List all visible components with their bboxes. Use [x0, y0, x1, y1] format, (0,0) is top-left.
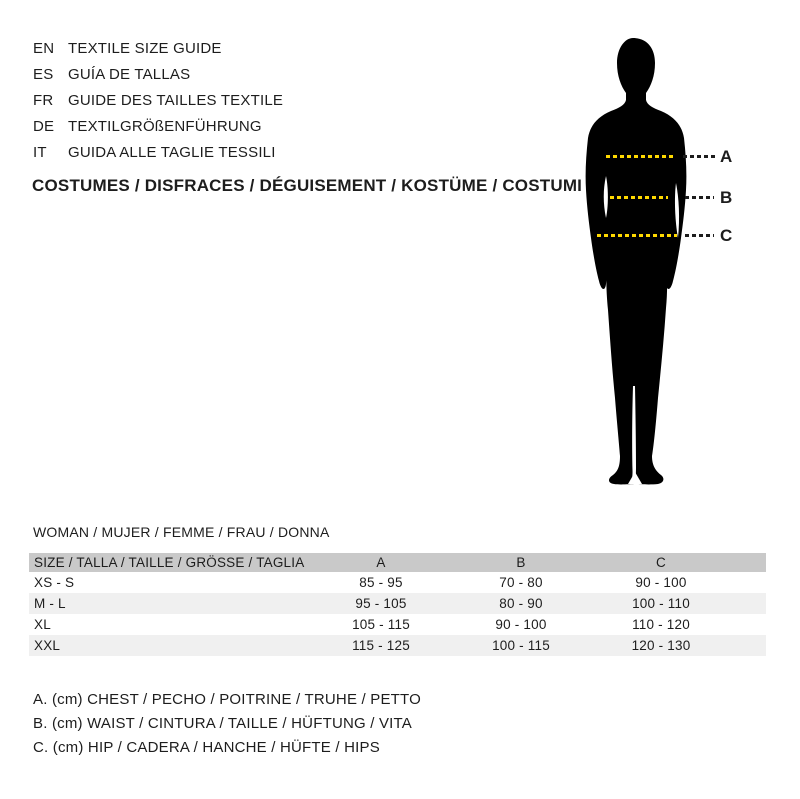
chest-measure-line-black	[683, 155, 715, 158]
waist-measure-line-yellow	[610, 196, 668, 199]
category-heading: COSTUMES / DISFRACES / DÉGUISEMENT / KOSTÜME / COSTUMI	[32, 176, 583, 195]
table-row-m-l	[29, 593, 766, 614]
chest-range-cell: 115 - 125	[352, 638, 410, 653]
spacer-cell	[731, 614, 766, 635]
language-title: GUIDE DES TAILLES TEXTILE	[68, 92, 284, 109]
size-table-header-size: SIZE / TALLA / TAILLE / GRÖSSE / TAGLIA	[34, 555, 305, 570]
table-row-xl	[29, 614, 766, 635]
spacer-cell	[731, 572, 766, 593]
spacer-cell	[731, 635, 766, 656]
chest-measure-line-yellow	[606, 155, 674, 158]
language-code: EN	[33, 40, 55, 57]
hip-measure-line-black	[685, 234, 714, 237]
language-code: FR	[33, 92, 54, 109]
size-table-header-c: C	[656, 555, 666, 570]
legend-line-waist: B. (cm) WAIST / CINTURA / TAILLE / HÜFTUNG / VITA	[33, 715, 412, 732]
language-code: DE	[33, 118, 55, 135]
language-title: TEXTILE SIZE GUIDE	[68, 40, 222, 57]
measure-label-a: A	[720, 147, 733, 166]
measure-label-b: B	[720, 188, 733, 207]
legend-line-chest: A. (cm) CHEST / PECHO / POITRINE / TRUHE / PETTO	[33, 691, 421, 708]
measure-label-c: C	[720, 226, 733, 245]
size-cell: XXL	[34, 638, 61, 653]
legend-line-hip: C. (cm) HIP / CADERA / HANCHE / HÜFTE / HIPS	[33, 739, 380, 756]
hip-range-cell: 120 - 130	[631, 638, 691, 653]
size-table-header-spacer	[731, 553, 766, 572]
size-cell: M - L	[34, 596, 66, 611]
spacer-cell	[731, 593, 766, 614]
chest-range-cell: 95 - 105	[355, 596, 407, 611]
waist-range-cell: 100 - 115	[492, 638, 550, 653]
hip-measure-line-yellow	[597, 234, 677, 237]
waist-measure-line-black	[685, 196, 714, 199]
chest-range-cell: 85 - 95	[359, 575, 403, 590]
size-table-header-b: B	[516, 555, 526, 570]
waist-range-cell: 90 - 100	[495, 617, 547, 632]
hip-range-cell: 100 - 110	[632, 596, 690, 611]
table-row-xxl	[29, 635, 766, 656]
section-heading-woman: WOMAN / MUJER / FEMME / FRAU / DONNA	[33, 524, 330, 540]
size-cell: XL	[34, 617, 51, 632]
table-row-xs-s	[29, 572, 766, 593]
language-code: IT	[33, 144, 47, 161]
language-title: TEXTILGRÖßENFÜHRUNG	[68, 118, 262, 135]
measurement-legend	[33, 688, 421, 760]
size-table	[29, 553, 766, 656]
chest-range-cell: 105 - 115	[352, 617, 410, 632]
hip-range-cell: 110 - 120	[632, 617, 690, 632]
language-title: GUÍA DE TALLAS	[68, 66, 191, 83]
hip-range-cell: 90 - 100	[635, 575, 687, 590]
size-cell: XS - S	[34, 575, 75, 590]
waist-range-cell: 80 - 90	[499, 596, 543, 611]
woman-silhouette-figure	[570, 38, 702, 488]
size-table-header-a: A	[376, 555, 386, 570]
language-code: ES	[33, 66, 54, 83]
size-table-header-row	[29, 553, 766, 572]
waist-range-cell: 70 - 80	[499, 575, 543, 590]
language-title: GUIDA ALLE TAGLIE TESSILI	[68, 144, 276, 161]
